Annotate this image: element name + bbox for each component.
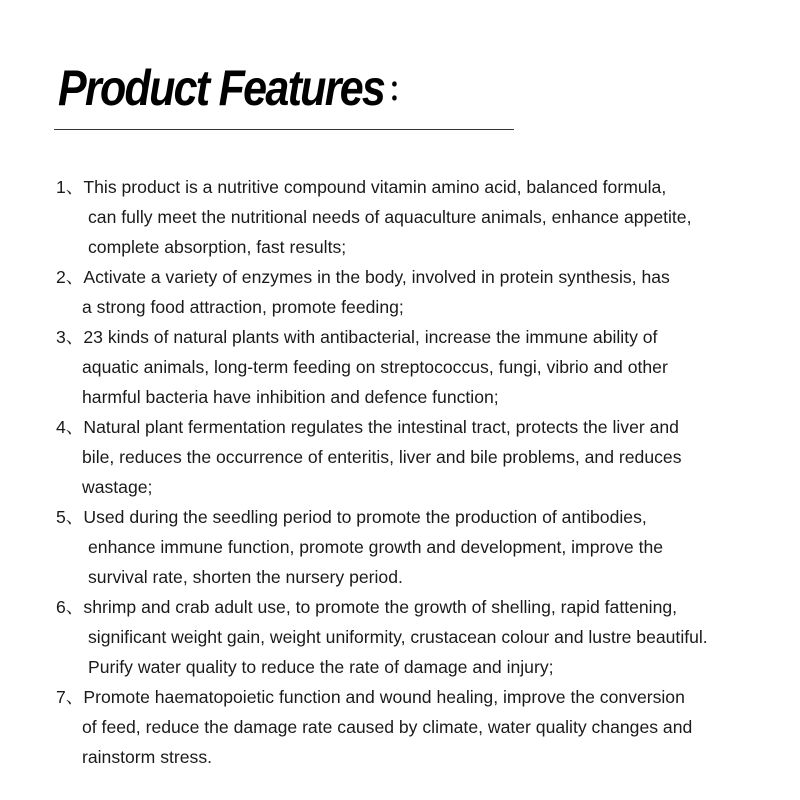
feature-line: can fully meet the nutritional needs of aquaculture animals, enhance appetite, [88,207,692,227]
page-title-text: Product Features [58,60,385,116]
feature-line [56,682,786,712]
feature-text: Promote haematopoietic function and wound healing, improve the conversion [83,687,685,707]
feature-line [56,172,786,202]
feature-line: aquatic animals, long-term feeding on streptococcus, fungi, vibrio and other [82,357,668,377]
feature-number: 5、 [56,507,84,527]
feature-line: a strong food attraction, promote feeding; [82,297,404,317]
feature-line: complete absorption, fast results; [88,237,347,257]
feature-item-4 [56,412,786,502]
feature-line: significant weight gain, weight uniformity, crustacean colour and lustre beautiful. [88,627,708,647]
feature-text: shrimp and crab adult use, to promote the growth of shelling, rapid fattening, [83,597,678,617]
feature-line: survival rate, shorten the nursery period. [88,567,403,587]
feature-text: Used during the seedling period to promote the production of antibodies, [83,507,647,527]
feature-text: This product is a nutritive compound vitamin amino acid, balanced formula, [83,177,667,197]
feature-line: of feed, reduce the damage rate caused by climate, water quality changes and [82,717,693,737]
feature-line: Purify water quality to reduce the rate of damage and injury; [88,657,554,677]
feature-text: Activate a variety of enzymes in the body, involved in protein synthesis, has [83,267,670,287]
title-divider [54,129,514,130]
feature-item-6 [56,592,786,682]
feature-line [56,592,786,622]
feature-number: 2、 [56,267,84,287]
feature-number: 1、 [56,177,84,197]
feature-text: Natural plant fermentation regulates the intestinal tract, protects the liver and [83,417,679,437]
feature-line [56,412,786,442]
feature-number: 7、 [56,687,84,707]
title-colon: ： [387,71,417,109]
feature-item-1 [56,172,786,262]
feature-text: 23 kinds of natural plants with antibacterial, increase the immune ability of [83,327,658,347]
feature-line [56,502,786,532]
page-title [58,58,417,120]
feature-line: wastage; [82,477,153,497]
feature-number: 6、 [56,597,84,617]
feature-line [56,322,786,352]
feature-line [56,262,786,292]
feature-item-5 [56,502,786,592]
feature-line: rainstorm stress. [82,747,213,767]
feature-number: 4、 [56,417,84,437]
feature-item-2 [56,262,786,322]
feature-number: 3、 [56,327,84,347]
feature-list [56,172,786,772]
feature-item-3 [56,322,786,412]
feature-line: bile, reduces the occurrence of enteritis, liver and bile problems, and reduces [82,447,682,467]
feature-line: harmful bacteria have inhibition and defence function; [82,387,499,407]
feature-line: enhance immune function, promote growth and development, improve the [88,537,664,557]
feature-item-7 [56,682,786,772]
